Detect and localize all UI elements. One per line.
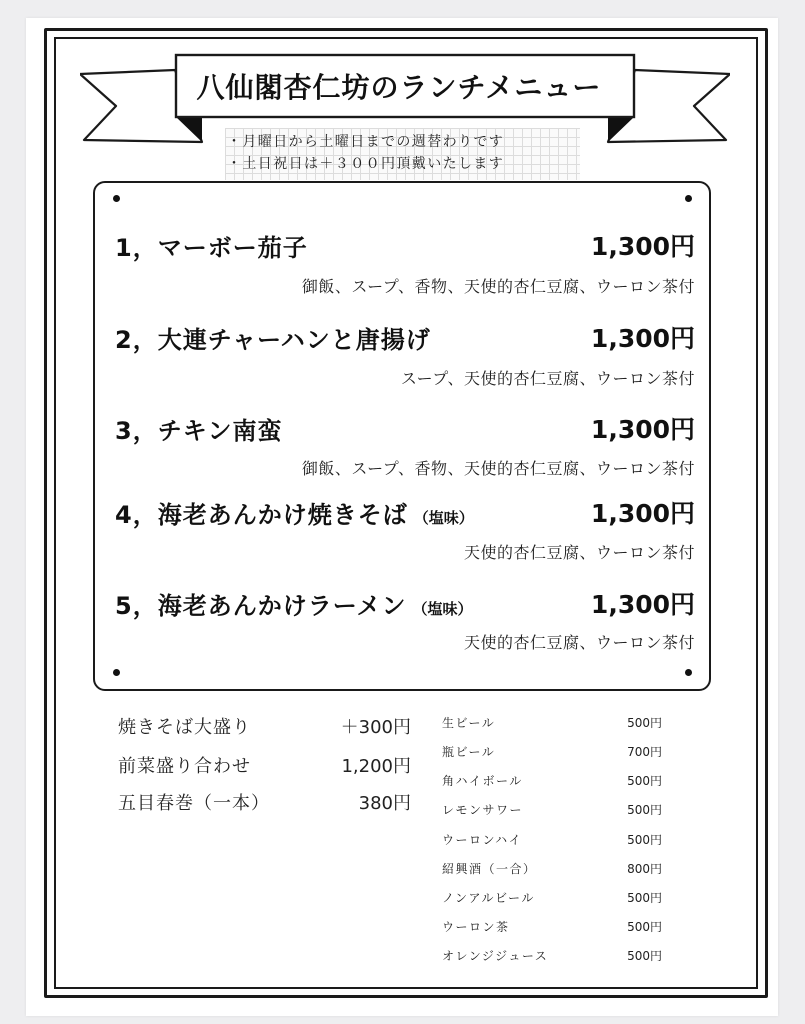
drink-name: ウーロンハイ [442,833,523,847]
extra-item-name: 五目春巻（一本） [118,793,270,814]
menu-item-name: 3，チキン南蛮 [115,417,283,445]
menu-item-includes: 天使的杏仁豆腐、ウーロン茶付 [463,633,695,652]
menu-item-price: 1,300円 [590,232,695,261]
drink-name: レモンサワー [442,803,524,817]
menu-item-name: 2，大連チャーハンと唐揚げ [115,326,431,354]
page-title: 八仙閣杏仁坊のランチメニュー [196,71,602,104]
note-line: ・土日祝日は＋３００円頂戴いたします [227,156,505,172]
extra-item-price: ＋300円 [340,717,411,738]
notes-box [225,128,580,180]
drink-name: 紹興酒（一合） [442,862,537,876]
drink-name: 生ビール [442,716,496,730]
panel-dot [113,195,120,202]
drink-price: 500円 [627,920,662,934]
panel-dot [685,669,692,676]
panel-dot [113,669,120,676]
extra-item-price: 380円 [358,793,411,814]
panel-dot [685,195,692,202]
menu-item-name: 1，マーボー茄子 [115,234,308,262]
drink-name: 瓶ビール [442,745,496,759]
menu-item-includes: 御飯、スープ、香物、天使的杏仁豆腐、ウーロン茶付 [301,277,695,296]
menu-item-price: 1,300円 [590,415,695,444]
drink-name: 角ハイボール [442,774,523,788]
menu-item-price: 1,300円 [590,590,695,619]
menu-item-includes: スープ、天使的杏仁豆腐、ウーロン茶付 [400,369,695,388]
menu-item-name: 4，海老あんかけ焼きそば （塩味） [115,501,474,529]
drink-price: 500円 [627,949,662,963]
drink-price: 500円 [627,891,662,905]
drink-price: 500円 [627,774,662,788]
menu-item-price: 1,300円 [590,324,695,353]
menu-item-includes: 御飯、スープ、香物、天使的杏仁豆腐、ウーロン茶付 [301,459,695,478]
drink-name: オレンジジュース [442,949,549,963]
drink-price: 700円 [627,745,662,759]
note-line: ・月曜日から土曜日までの週替わりです [227,134,505,150]
extra-item-price: 1,200円 [341,756,411,777]
drink-price: 500円 [627,833,662,847]
extra-item-name: 前菜盛り合わせ [118,756,251,777]
menu-item-price: 1,300円 [590,499,695,528]
drink-price: 500円 [627,803,662,817]
drink-price: 500円 [627,716,662,730]
menu-item-name: 5，海老あんかけラーメン （塩味） [115,592,473,620]
menu-item-includes: 天使的杏仁豆腐、ウーロン茶付 [463,543,695,562]
drink-name: ウーロン茶 [442,920,510,934]
extra-item-name: 焼きそば大盛り [118,717,251,738]
drink-name: ノンアルビール [442,891,535,905]
drink-price: 800円 [627,862,662,876]
